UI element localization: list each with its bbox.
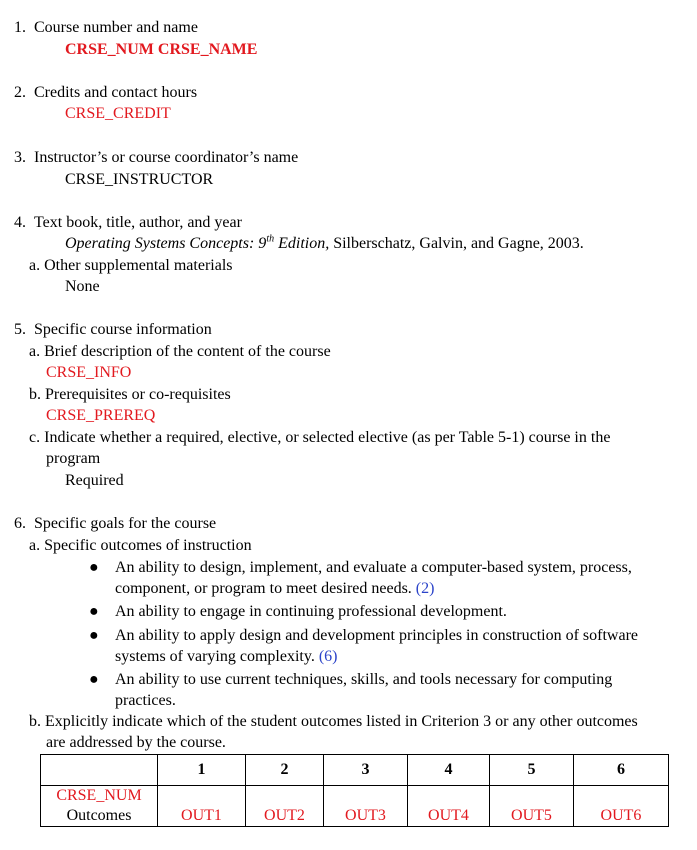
course-number-name-value: CRSE_NUM CRSE_NAME <box>65 41 258 58</box>
section-number: 4. <box>14 214 26 231</box>
outcome-bullet-line: An ability to apply design and development principles in construction of software <box>115 627 638 644</box>
textbook-value <box>65 233 584 254</box>
outcomes-label: Outcomes <box>66 807 132 824</box>
section-5c-heading-cont: program <box>46 450 101 467</box>
table-header-cell: 5 <box>490 755 574 786</box>
textbook-title-end: Edition, <box>274 235 330 252</box>
section-heading: Specific course information <box>34 321 212 338</box>
bullet-icon: ● <box>89 671 99 688</box>
outcome-reference: (2) <box>415 580 435 597</box>
subsection-heading: Other supplemental materials <box>44 257 233 274</box>
subsection-heading: Prerequisites or co-requisites <box>45 386 231 403</box>
bullet-icon: ● <box>89 627 99 644</box>
outcome-bullet-line <box>115 646 337 667</box>
table-header-row <box>41 755 669 786</box>
course-type-value: Required <box>65 472 124 489</box>
bullet-icon: ● <box>89 559 99 576</box>
section-number: 2. <box>14 84 26 101</box>
section-5b-heading <box>29 384 231 405</box>
outcome-bullet-text: component, or program to meet desired needs. <box>115 580 412 597</box>
section-heading: Credits and contact hours <box>34 84 198 101</box>
section-number: 3. <box>14 149 26 166</box>
outcome-bullet-line: An ability to use current techniques, skills, and tools necessary for computing <box>115 671 613 688</box>
section-1-heading <box>14 17 198 38</box>
table-cell: OUT4 <box>408 786 490 827</box>
table-header-cell <box>41 755 158 786</box>
table-cell: OUT6 <box>574 786 669 827</box>
table-cell: OUT1 <box>158 786 246 827</box>
outcomes-table <box>40 754 669 827</box>
section-heading: Specific goals for the course <box>34 515 217 532</box>
instructor-value: CRSE_INSTRUCTOR <box>65 171 214 188</box>
section-4a-heading <box>29 255 233 276</box>
credits-value: CRSE_CREDIT <box>65 105 171 122</box>
prerequisites-value: CRSE_PREREQ <box>46 407 156 424</box>
subsection-label: b. <box>29 713 41 730</box>
section-5-heading <box>14 319 212 340</box>
outcome-bullet-line: An ability to engage in continuing professional development. <box>115 603 507 620</box>
outcome-bullet-text: systems of varying complexity. <box>115 648 315 665</box>
table-header-cell: 6 <box>574 755 669 786</box>
section-5a-heading <box>29 341 331 362</box>
section-number: 5. <box>14 321 26 338</box>
course-num-label: CRSE_NUM <box>56 787 142 804</box>
section-6b-heading <box>29 711 638 732</box>
outcome-reference: (6) <box>318 648 338 665</box>
section-2-heading <box>14 82 197 103</box>
course-info-value: CRSE_INFO <box>46 364 132 381</box>
subsection-heading: Specific outcomes of instruction <box>44 537 252 554</box>
section-heading: Text book, title, author, and year <box>34 214 242 231</box>
table-cell: OUT5 <box>490 786 574 827</box>
section-6b-heading-cont: are addressed by the course. <box>46 734 226 751</box>
subsection-heading: Brief description of the content of the course <box>44 343 331 360</box>
section-6a-heading <box>29 535 252 556</box>
textbook-authors: Silberschatz, Galvin, and Gagne, 2003. <box>329 235 584 252</box>
outcome-bullet-line <box>115 578 434 599</box>
subsection-label: c. <box>29 429 41 446</box>
subsection-label: a. <box>29 343 41 360</box>
table-cell: OUT3 <box>324 786 408 827</box>
supplemental-value: None <box>65 278 100 295</box>
outcome-bullet-line: practices. <box>115 692 176 709</box>
table-cell: OUT2 <box>246 786 324 827</box>
table-header-cell: 2 <box>246 755 324 786</box>
table-row <box>41 786 669 827</box>
section-5c-heading <box>29 427 610 448</box>
bullet-icon: ● <box>89 603 99 620</box>
section-heading: Course number and name <box>34 19 198 36</box>
textbook-title-text: Operating Systems Concepts: 9 <box>65 235 267 252</box>
section-number: 6. <box>14 515 26 532</box>
section-heading: Instructor’s or course coordinator’s name <box>34 149 299 166</box>
table-row-label <box>41 786 158 827</box>
table-header-cell: 1 <box>158 755 246 786</box>
outcome-bullet-line: An ability to design, implement, and evaluate a computer-based system, process, <box>115 559 632 576</box>
subsection-label: a. <box>29 537 41 554</box>
textbook-title <box>65 235 329 252</box>
table-header-cell: 4 <box>408 755 490 786</box>
section-number: 1. <box>14 19 26 36</box>
subsection-heading: Explicitly indicate which of the student outcomes listed in Criterion 3 or any other outcomes <box>45 713 638 730</box>
section-4-heading <box>14 212 242 233</box>
section-3-heading <box>14 147 298 168</box>
subsection-label: a. <box>29 257 41 274</box>
table-header-cell: 3 <box>324 755 408 786</box>
subsection-label: b. <box>29 386 41 403</box>
subsection-heading: Indicate whether a required, elective, or selected elective (as per Table 5-1) course in the <box>44 429 611 446</box>
textbook-title-sup: th <box>266 233 275 245</box>
section-6-heading <box>14 513 216 534</box>
